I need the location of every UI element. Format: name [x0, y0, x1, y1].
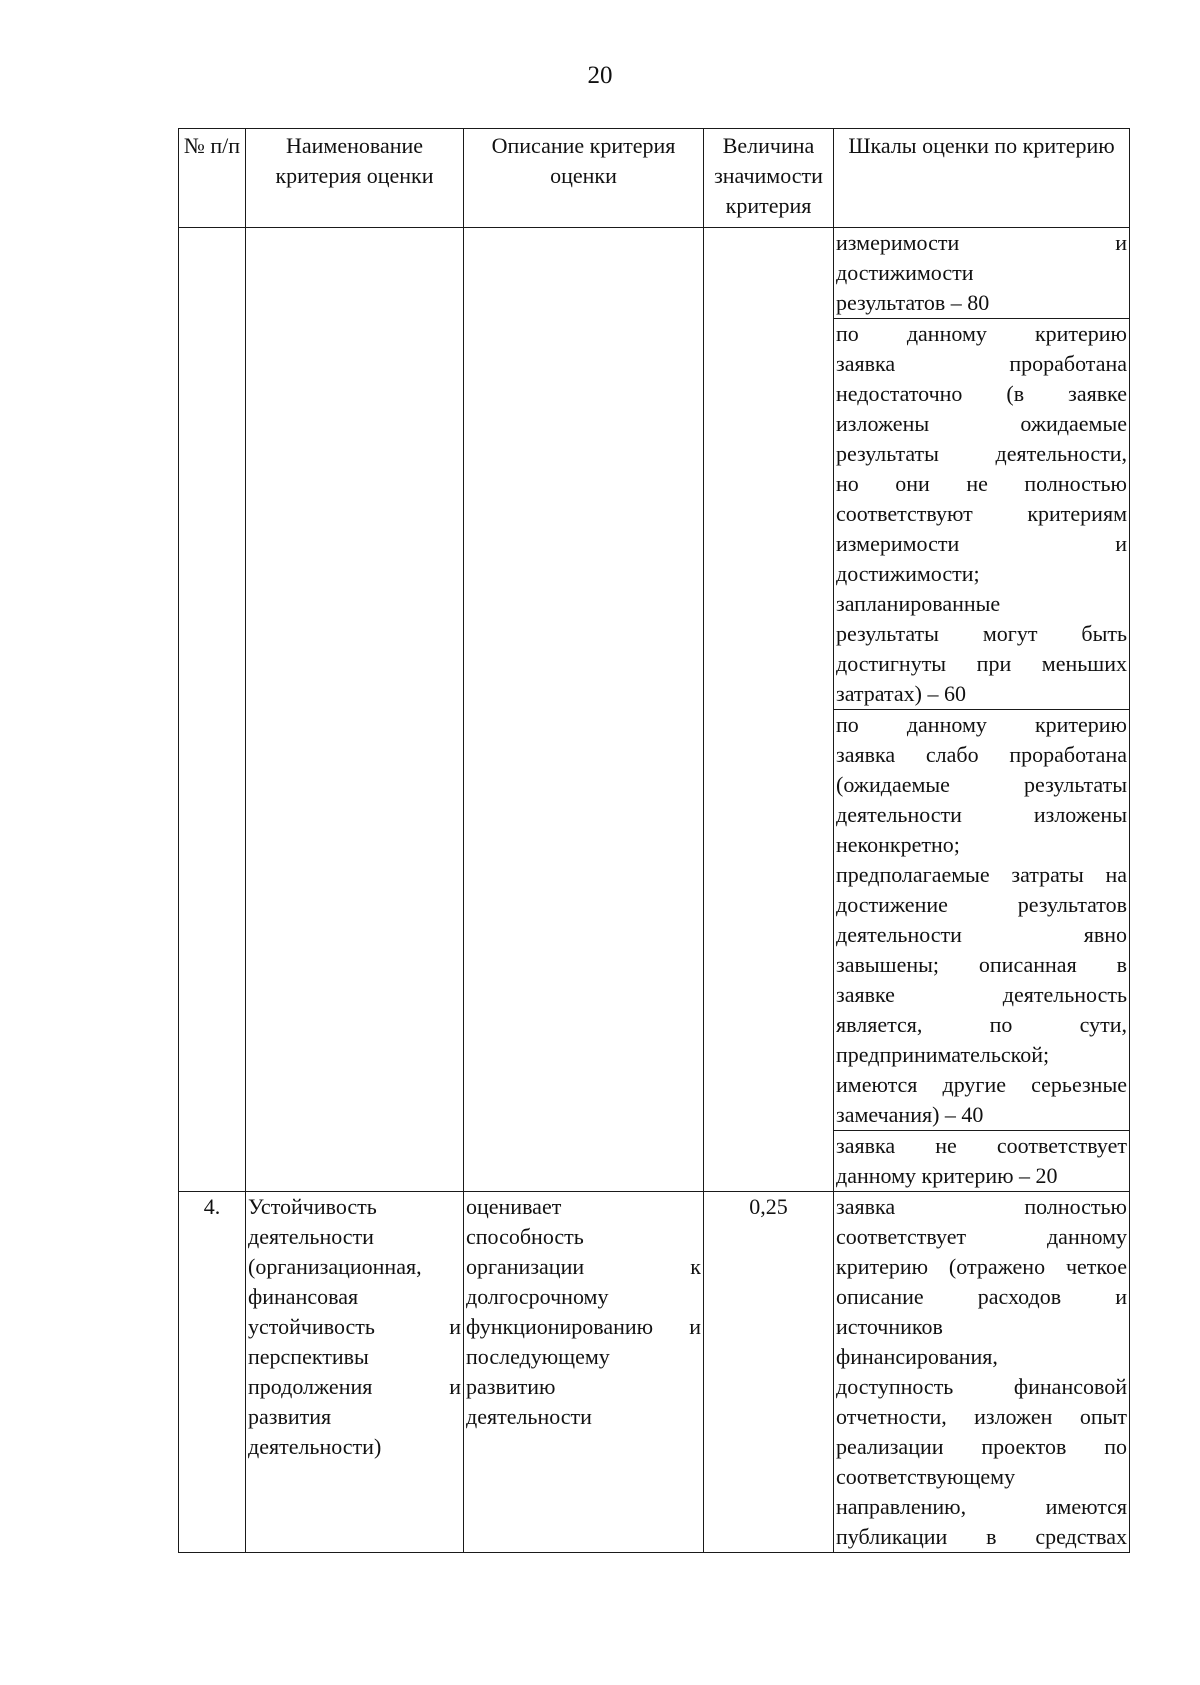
name-line: деятельности)	[248, 1434, 382, 1459]
description-line: оценивает	[466, 1194, 562, 1219]
row4-name	[246, 1192, 464, 1553]
table-row	[179, 1192, 1130, 1553]
description-line: способность	[466, 1224, 584, 1249]
scale-line: результаты могут быть	[836, 621, 1127, 646]
scale-line: замечания) – 40	[836, 1102, 984, 1127]
description-line: развитию	[466, 1374, 556, 1399]
scale-line: реализации проектов по	[836, 1434, 1127, 1459]
name-line: устойчивость и	[248, 1314, 461, 1339]
scale-line: по данному критерию	[836, 321, 1127, 346]
header-description: Описание критерия оценки	[464, 129, 704, 228]
scale-line: имеются другие серьезные	[836, 1072, 1127, 1097]
scale-cell-40	[834, 710, 1130, 1131]
header-num: № п/п	[179, 129, 246, 228]
continuation-num-cell	[179, 228, 246, 1192]
scale-line: результатов – 80	[836, 290, 990, 315]
scale-line: завышены; описанная в	[836, 952, 1127, 977]
scale-line: направлению, имеются	[836, 1494, 1127, 1519]
scale-cell-20	[834, 1131, 1130, 1192]
continuation-name-cell	[246, 228, 464, 1192]
scale-line: достигнуты при меньших	[836, 651, 1127, 676]
scale-line: запланированные	[836, 591, 1001, 616]
scale-line: заявка слабо проработана	[836, 742, 1127, 767]
row4-scale	[834, 1192, 1130, 1553]
scale-line: предполагаемые затраты на	[836, 862, 1127, 887]
scale-line: измеримости и	[836, 230, 1127, 255]
scale-line: данному критерию – 20	[836, 1163, 1058, 1188]
scale-line: деятельности явно	[836, 922, 1127, 947]
scale-line: заявка не соответствует	[836, 1133, 1127, 1158]
continuation-description-cell	[464, 228, 704, 1192]
header-name: Наименование критерия оценки	[246, 129, 464, 228]
scale-line: отчетности, изложен опыт	[836, 1404, 1127, 1429]
scale-line: результаты деятельности,	[836, 441, 1127, 466]
header-scales: Шкалы оценки по критерию	[834, 129, 1130, 228]
scale-line: соответствуют критериям	[836, 501, 1127, 526]
scale-line: является, по сути,	[836, 1012, 1127, 1037]
name-line: развития	[248, 1404, 332, 1429]
scale-line: соответствующему	[836, 1464, 1016, 1489]
scale-cell-80	[834, 228, 1130, 319]
header-weight: Величина значимости критерия	[704, 129, 834, 228]
scale-line: достижимости;	[836, 561, 980, 586]
name-line: Устойчивость	[248, 1194, 377, 1219]
row4-description	[464, 1192, 704, 1553]
scale-line: достижимости	[836, 260, 974, 285]
scale-line: описание расходов и	[836, 1284, 1127, 1309]
scale-line: публикации в средствах	[836, 1524, 1127, 1549]
name-line: (организационная,	[248, 1254, 422, 1279]
scale-line: достижение результатов	[836, 892, 1127, 917]
scale-line: заявка проработана	[836, 351, 1127, 376]
table-header-row	[179, 129, 1130, 228]
scale-line: заявка полностью	[836, 1194, 1127, 1219]
scale-line: недостаточно (в заявке	[836, 381, 1127, 406]
description-line: последующему	[466, 1344, 610, 1369]
description-line: долгосрочному	[466, 1284, 609, 1309]
scale-line: источников	[836, 1314, 943, 1339]
scale-line: измеримости и	[836, 531, 1127, 556]
description-line: функционированию и	[466, 1314, 701, 1339]
page-number: 20	[587, 62, 613, 89]
scale-line: заявке деятельность	[836, 982, 1127, 1007]
name-line: перспективы	[248, 1344, 369, 1369]
scale-line: затратах) – 60	[836, 681, 966, 706]
scale-line: доступность финансовой	[836, 1374, 1127, 1399]
row4-weight: 0,25	[704, 1192, 834, 1553]
scale-line: изложены ожидаемые	[836, 411, 1127, 436]
scale-line: деятельности изложены	[836, 802, 1127, 827]
table-row	[179, 228, 1130, 319]
name-line: продолжения и	[248, 1374, 461, 1399]
continuation-weight-cell	[704, 228, 834, 1192]
scale-line: (ожидаемые результаты	[836, 772, 1127, 797]
row4-num: 4.	[179, 1192, 246, 1553]
name-line: деятельности	[248, 1224, 374, 1249]
description-line: деятельности	[466, 1404, 592, 1429]
scale-line: по данному критерию	[836, 712, 1127, 737]
scale-cell-60	[834, 319, 1130, 710]
scale-line: критерию (отражено четкое	[836, 1254, 1127, 1279]
description-line: организации к	[466, 1254, 701, 1279]
scale-line: неконкретно;	[836, 832, 960, 857]
criteria-table	[178, 128, 1130, 1553]
scale-line: финансирования,	[836, 1344, 998, 1369]
name-line: финансовая	[248, 1284, 359, 1309]
scale-line: но они не полностью	[836, 471, 1127, 496]
scale-line: соответствует данному	[836, 1224, 1127, 1249]
scale-line: предпринимательской;	[836, 1042, 1050, 1067]
